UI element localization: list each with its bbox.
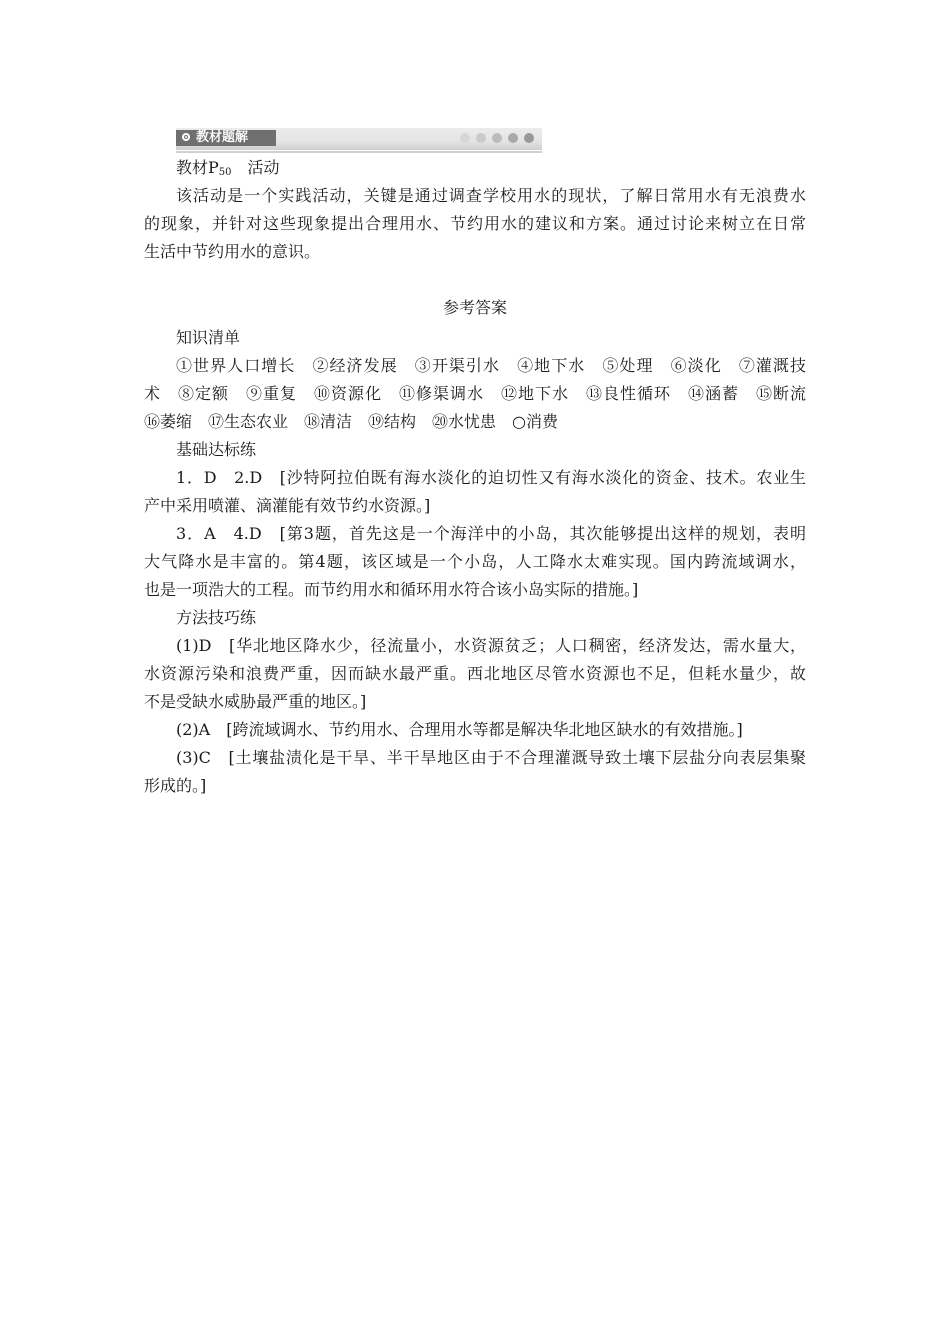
- method-heading: 方法技巧练: [176, 608, 257, 627]
- section-banner-tag: [176, 130, 276, 146]
- section-banner: [176, 128, 542, 150]
- method-line: (3)C [土壤盐渍化是干旱、半干旱地区由于不合理灌溉导致土壤下层盐分向表层集聚: [176, 748, 806, 767]
- section-heading-rest: 活动: [231, 158, 280, 177]
- method-line: 形成的。]: [144, 776, 207, 795]
- knowledge-heading: 知识清单: [176, 328, 241, 347]
- paragraph-line: 的现象，并针对这些现象提出合理用水、节约用水的建议和方案。通过讨论来树立在日常: [144, 214, 806, 233]
- knowledge-line: ①世界人口增长 ②经济发展 ③开渠引水 ④地下水 ⑤处理 ⑥淡化 ⑦灌溉技: [176, 356, 806, 375]
- basic-heading: 基础达标练: [176, 440, 257, 459]
- dot-icon: [476, 133, 486, 143]
- bullet-icon: [182, 133, 190, 141]
- decorative-dots: [460, 133, 534, 143]
- section-heading-page: 50: [218, 167, 232, 178]
- dot-icon: [524, 133, 534, 143]
- knowledge-line: ⑯萎缩 ⑰生态农业 ⑱清洁 ⑲结构 ⑳水忧患 ○消费: [144, 412, 558, 431]
- basic-line: 大气降水是丰富的。第4题，该区域是一个小岛，人工降水太难实现。国内跨流域调水，: [144, 552, 806, 571]
- basic-line: 产中采用喷灌、滴灌能有效节约水资源。]: [144, 496, 431, 515]
- section-heading-text: 教材P: [176, 158, 219, 177]
- method-line: 水资源污染和浪费严重，因而缺水最严重。西北地区尽管水资源也不足，但耗水量少，故: [144, 664, 806, 683]
- method-line: 不是受缺水威胁最严重的地区。]: [144, 692, 367, 711]
- basic-line: 3．A 4.D [第3题，首先这是一个海洋中的小岛，其次能够提出这样的规划，表明: [176, 524, 806, 543]
- paragraph-line: 生活中节约用水的意识。: [144, 242, 321, 261]
- section-banner-label: 教材题解: [196, 130, 249, 145]
- method-line: (1)D [华北地区降水少，径流量小，水资源贫乏；人口稠密，经济发达，需水量大，: [176, 636, 806, 655]
- dot-icon: [508, 133, 518, 143]
- basic-line: 1．D 2.D [沙特阿拉伯既有海水淡化的迫切性又有海水淡化的资金、技术。农业生: [176, 468, 806, 487]
- method-line: (2)A [跨流域调水、节约用水、合理用水等都是解决华北地区缺水的有效措施。]: [176, 720, 743, 739]
- dot-icon: [492, 133, 502, 143]
- basic-line: 也是一项浩大的工程。而节约用水和循环用水符合该小岛实际的措施。]: [144, 580, 639, 599]
- paragraph-line: 该活动是一个实践活动，关键是通过调查学校用水的现状，了解日常用水有无浪费水: [176, 186, 806, 205]
- section-heading: [176, 158, 280, 183]
- banner-divider: [176, 151, 542, 153]
- answers-title: 参考答案: [442, 298, 507, 317]
- dot-icon: [460, 133, 470, 143]
- knowledge-line: 术 ⑧定额 ⑨重复 ⑩资源化 ⑪修渠调水 ⑫地下水 ⑬良性循环 ⑭涵蓄 ⑮断流: [144, 384, 806, 403]
